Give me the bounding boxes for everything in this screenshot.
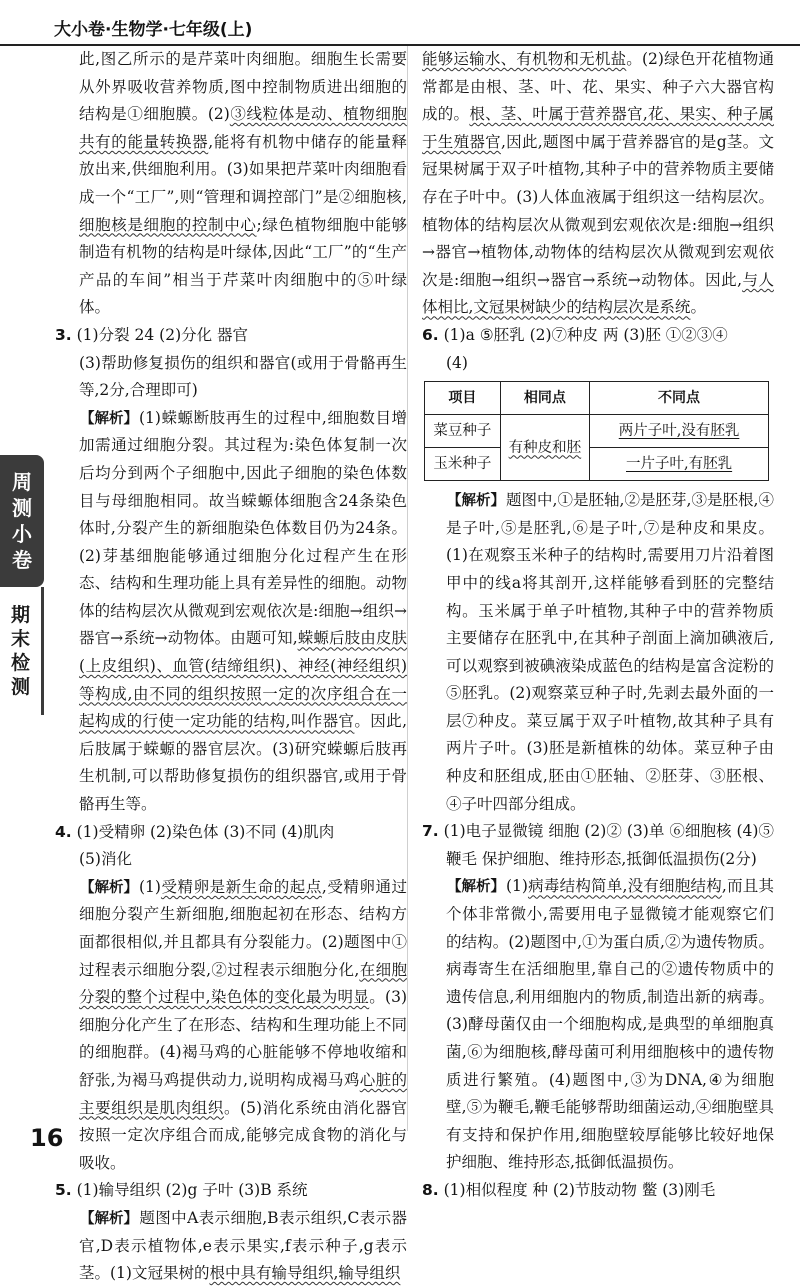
left-column [55,46,407,1288]
q6-explanation: 【解析】题图中,①是胚轴,②是胚芽,③是胚根,④是子叶,⑤是胚乳,⑥是子叶,⑦是种皮和果皮。(1)在观察玉米种子的结构时,需要用刀片沿着图甲中的线a将其剖开,这样能够看到胚的完整结构。玉米属于单子叶植物,其种子中的营养物质主要储存在胚乳中,在其种子剖面上滴加碘液后,可以观察到被碘液染成蓝色的结构是富含淀粉的⑤胚乳。(2)观察菜豆种子时,先剥去最外面的一层⑦种皮。菜豆属于双子叶植物,故其种子具有两片子叶。(3)胚是新植株的幼体。菜豆种子由种皮和胚组成,胚由①胚轴、②胚芽、③胚根、④子叶四部分组成。 [446,491,774,813]
analysis-tag: 【解析】 [447,879,505,896]
analysis-tag: 【解析】 [447,493,505,510]
column-divider [407,46,408,1131]
q4-answer-cont: (5)消化 [79,850,132,869]
seed-comparison-table [424,381,769,481]
q6-answer: 6. (1)a ⑤胚乳 (2)⑦种皮 两 (3)胚 ①②③④ [422,325,728,344]
analysis-tag: 【解析】 [80,1210,138,1227]
q5-answer: 5. (1)输导组织 (2)g 子叶 (3)B 系统 [55,1181,308,1200]
table-cell-common: 有种皮和胚 [500,415,589,481]
weekly-quiz-label: 周测小卷 [12,470,32,572]
q3-number: 3. [55,325,72,344]
table-header: 不同点 [590,382,769,415]
q8-number: 8. [422,1180,439,1199]
right-column [422,46,774,1205]
continued-explanation: 能够运输水、有机物和无机盐。(2)绿色开花植物通常都是由根、茎、叶、花、果实、种子六大器官构成的。根、茎、叶属于营养器官,花、果实、种子属于生殖器官,因此,题图中属于营养器官的是g茎。文冠果树属于双子叶植物,其种子中的营养物质主要储存在子叶中。(3)人体血液属于组织这一结构层次。植物体的结构层次从微观到宏观依次是:细胞→组织→器官→植物体,动物体的结构层次从微观到宏观依次是:细胞→组织→器官→系统→动物体。因此,与人体相比,文冠果树缺少的结构层次是系统。 [422,50,774,317]
q7-explanation: 【解析】(1)病毒结构简单,没有细胞结构,而且其个体非常微小,需要用电子显微镜才能观察它们的结构。(2)题图中,①为蛋白质,②为遗传物质。病毒寄生在活细胞里,靠自己的②遗传物质中的遗传信息,利用细胞内的物质,制造出新的病毒。(3)酵母菌仅由一个细胞构成,是典型的单细胞真菌,⑥为细胞核,酵母菌可利用细胞核中的遗传物质进行繁殖。(4)题图中,③为DNA,④为细胞壁,⑤为鞭毛,鞭毛能够帮助细菌运动,④细胞壁具有支持和保护作用,细胞壁较厚能够比较好地保护细胞、维持形态,抵御低温损伤。 [446,877,774,1172]
table-cell: 菜豆种子 [425,415,501,448]
q6-answer-cont: (4) [446,353,468,372]
q4-number: 4. [55,822,72,841]
table-cell: 一片子叶,有胚乳 [590,448,769,481]
analysis-tag: 【解析】 [80,410,138,427]
q8-answer: 8. (1)相似程度 种 (2)节肢动物 鳖 (3)刚毛 [422,1180,716,1199]
table-row [425,415,769,448]
final-exam-tab [0,587,44,715]
table-cell: 两片子叶,没有胚乳 [590,415,769,448]
q5-number: 5. [55,1181,72,1200]
q7-answer: 7. (1)电子显微镜 细胞 (2)② (3)单 ⑥细胞核 (4)⑤鞭毛 保护细胞、维持形态,抵御低温损伤(2分) [422,822,774,868]
q4-explanation: 【解析】(1)受精卵是新生命的起点,受精卵通过细胞分裂产生新细胞,细胞起初在形态、结构方面都很相似,并且都具有分裂能力。(2)题图中①过程表示细胞分裂,②过程表示细胞分化,在细胞分裂的整个过程中,染色体的变化最为明显。(3)细胞分化产生了在形态、结构和生理功能上不同的细胞群。(4)褐马鸡的心脏能够不停地收缩和舒张,为褐马鸡提供动力,说明构成褐马鸡心脏的主要组织是肌肉组织。(5)消化系统由消化器官按照一定次序组合而成,能够完成食物的消化与吸收。 [79,877,407,1172]
table-header: 项目 [425,382,501,415]
table-header: 相同点 [500,382,589,415]
table-header-row [425,382,769,415]
side-tab [0,455,44,715]
q3-answer-cont: (3)帮助修复损伤的组织和器官(或用于骨骼再生等,2分,合理即可) [79,353,407,400]
page-number: 16 [30,1124,64,1152]
q4-answer: 4. (1)受精卵 (2)染色体 (3)不同 (4)肌肉 [55,822,335,841]
q3-answer: 3. (1)分裂 24 (2)分化 器官 [55,325,249,344]
q5-explanation: 【解析】题图中A表示细胞,B表示组织,C表示器官,D表示植物体,e表示果实,f表示种子,g表示茎。(1)文冠果树的根中具有输导组织,输导组织 [79,1208,407,1283]
table-row [425,448,769,481]
q7-number: 7. [422,822,439,841]
q3-explanation: 【解析】(1)蝾螈断肢再生的过程中,细胞数目增加需通过细胞分裂。其过程为:染色体复制一次后均分到两个子细胞中,因此子细胞的染色体数目与母细胞相同。故当蝾螈体细胞含24条染色体时,分裂产生的新细胞染色体数目仍为24条。(2)芽基细胞能够通过细胞分化过程产生在形态、结构和生理功能上具有差异性的细胞。动物体的结构层次从微观到宏观依次是:细胞→组织→器官→系统→动物体。由题可知,蝾螈后肢由皮肤(上皮组织)、血管(结缔组织)、神经(神经组织)等构成,由不同的组织按照一定的次序组合在一起构成的行使一定功能的结构,叫作器官。因此,后肢属于蝾螈的器官层次。(3)研究蝾螈后肢再生机制,可以帮助修复损伤的组织器官,或用于骨骼再生等。 [79,408,407,814]
q6-number: 6. [422,325,439,344]
table-cell: 玉米种子 [425,448,501,481]
book-title: 大小卷·生物学·七年级(上) [54,20,253,40]
analysis-tag: 【解析】 [80,879,138,896]
page-header [0,0,800,46]
continued-explanation: 此,图乙所示的是芹菜叶肉细胞。细胞生长需要从外界吸收营养物质,图中控制物质进出细胞的结构是①细胞膜。(2)③线粒体是动、植物细胞共有的能量转换器,能将有机物中储存的能量释放出来,供细胞利用。(3)如果把芹菜叶肉细胞看成一个“工厂”,则“管理和调控部门”是②细胞核,细胞核是细胞的控制中心;绿色植物细胞中能够制造有机物的结构是叶绿体,因此“工厂”的“生产产品的车间”相当于芹菜叶肉细胞中的⑤叶绿体。 [79,50,407,317]
final-exam-label: 期末检测 [10,604,30,698]
weekly-quiz-tab [0,455,44,587]
